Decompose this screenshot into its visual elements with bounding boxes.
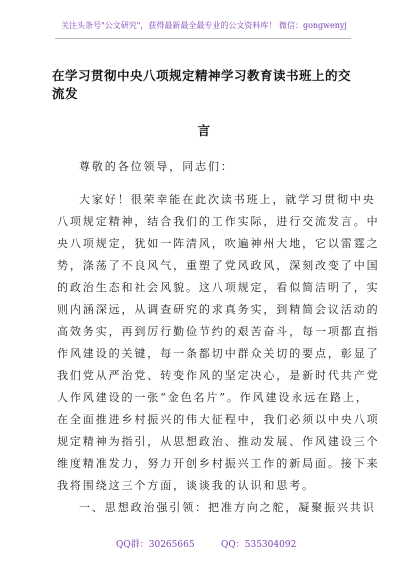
body-line: 在全面推进乡村振兴的伟大征程中，我们必须以中央八项: [57, 413, 380, 426]
body-line: 八项规定精神，结合我们的工作实际，进行交流发言。中: [57, 215, 380, 228]
body-line: 高效务实，再到厉行勤俭节约的艰苦奋斗，每一项都直指: [57, 325, 380, 338]
header-divider: [55, 38, 351, 39]
body-line: 的政治生态和社会风貌。这八项规定，看似简洁明了，实: [57, 281, 380, 294]
body-line: 大家好！很荣幸能在此次读书班上，就学习贯彻中央: [79, 193, 376, 206]
body-line: 势，涤荡了不良风气，重塑了党风政风，深刻改变了中国: [57, 259, 380, 272]
body-line: 央八项规定，犹如一阵清风，吹遍神州大地，它以雷霆之: [57, 237, 380, 250]
footer-qq-contact: QQ：535304092: [221, 540, 297, 550]
footer-qq-group: QQ群：30265665: [116, 540, 195, 550]
salutation: 尊敬的各位领导，同志们：: [79, 160, 234, 173]
body-line: 则内涵深远，从调查研究的求真务实，到精简会议活动的: [57, 303, 380, 316]
document-title-line-2: 言: [197, 123, 211, 138]
header-banner: 关注头条号"公文研究"，获得最新最全最专业的公文资料库！ 微信：gongwenyj: [61, 21, 347, 30]
body-line: 规定精神为指引，从思想政治、推动发展、作风建设三个: [57, 435, 380, 448]
body-line: 我将围绕这三个方面，谈谈我的认识和思考。: [57, 479, 315, 492]
body-line: 作风建设的关键，每一条都切中群众关切的要点，彰显了: [57, 347, 380, 360]
section-heading: 一、思想政治强引领：把准方向之舵，凝聚振兴共识: [79, 501, 376, 514]
body-line: 维度精准发力，努力开创乡村振兴工作的新局面。接下来: [57, 457, 380, 470]
body-line: 我们党从严治党、转变作风的坚定决心，是新时代共产党: [57, 369, 380, 382]
body-line: 人作风建设的一张“金色名片”。作风建设永远在路上，: [57, 391, 369, 404]
document-title-line-1: 在学习贯彻中央八项规定精神学习教育读书班上的交流发: [52, 68, 352, 101]
